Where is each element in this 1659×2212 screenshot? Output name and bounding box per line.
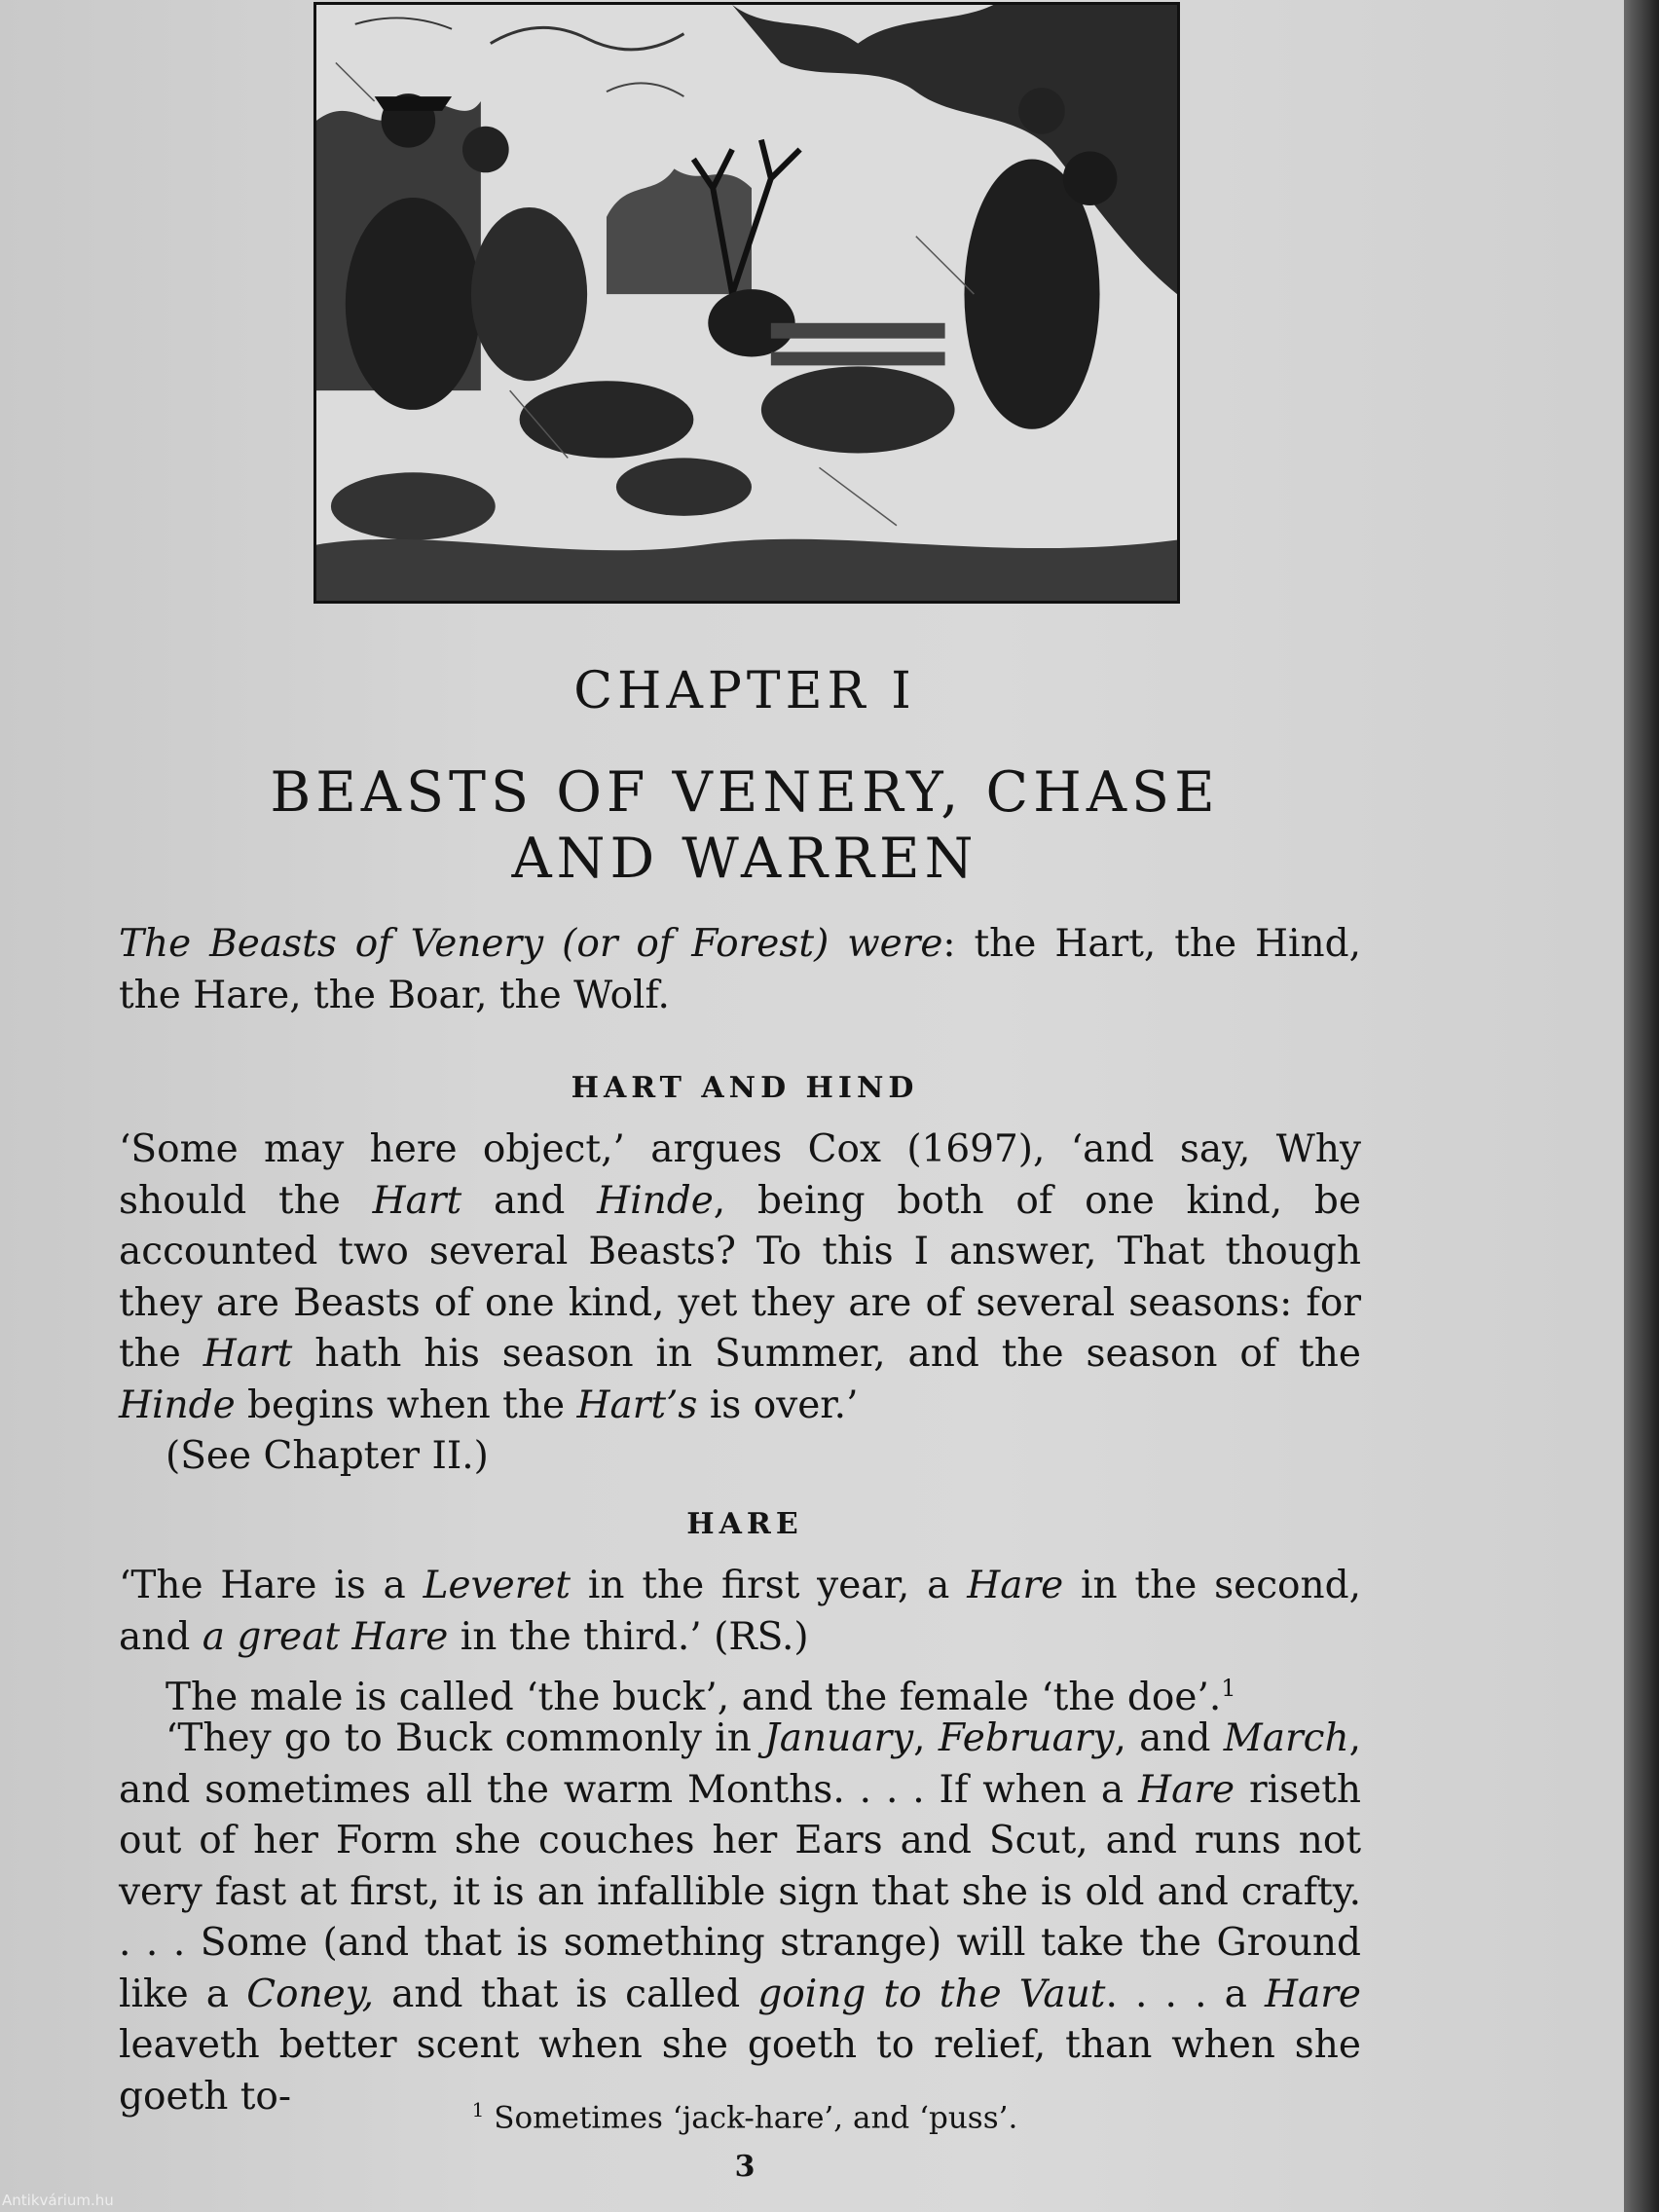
chapter-title-line-2: AND WARREN <box>511 827 978 891</box>
intro-paragraph <box>119 919 1361 1021</box>
intro-text: : the Hart, the Hind, the Hare, the Boar, the Wolf. <box>119 922 1362 1017</box>
intro-italic: The Beasts of Venery (or of Forest) were <box>119 922 943 966</box>
footnote-text: Sometimes ‘jack-hare’, and ‘puss’. <box>484 2100 1018 2136</box>
hare-paragraph-1: ‘The Hare is a Leveret in the first year, a Hare in the second, and a great Hare in the third.’ (RS.) <box>119 1564 1361 1659</box>
woodcut-illustration <box>313 2 1180 604</box>
chapter-title-line-1: BEASTS OF VENERY, CHASE <box>270 760 1220 825</box>
hart-paragraph: ‘Some may here object,’ argues Cox (1697), ‘and say, Why should the Hart and Hinde, being both of one kind, be accounted two several Beasts? To this I answer, That though they are Beasts of one kind, yet they are of several seasons: for the Hart hath his season in Summer, and the season of the Hinde begins when the Hart’s is over.’ (See Chapter II.) <box>119 1124 1361 1483</box>
hare-paragraph-3: ‘They go to Buck commonly in January, February, and March, and sometimes all the warm Months. . . . If when a Hare riseth out of her Form she couches her Ears and Scut, and runs not very fast at first, it is an infallible sign that she is old and crafty. . . . Some (and that is something strange) will take the Ground like a Coney, and that is called going to the Vaut. . . . a Hare leaveth better scent when she goeth to relief, than when she goeth to- <box>119 1716 1362 2119</box>
footnote-ref: 1 <box>1221 1675 1236 1702</box>
footnote-mark: 1 <box>471 2098 485 2121</box>
chapter-title <box>0 759 1490 892</box>
chapter-label: CHAPTER I <box>573 662 916 720</box>
page-number: 3 <box>734 2150 756 2184</box>
footnote <box>0 2098 1490 2135</box>
page-edge-shadow <box>1624 0 1659 2212</box>
hare-paragraph-2: The male is called ‘the buck’, and the female ‘the doe’.$^1$ <box>166 1675 1236 1719</box>
watermark: Antikvárium.hu <box>2 2192 114 2209</box>
see-chapter-note: (See Chapter II.) <box>166 1434 489 1478</box>
section-heading-hart-and-hind: HART AND HIND <box>571 1071 919 1105</box>
hunting-scene-image <box>316 5 1177 601</box>
section-heading-hare: HARE <box>686 1507 803 1541</box>
